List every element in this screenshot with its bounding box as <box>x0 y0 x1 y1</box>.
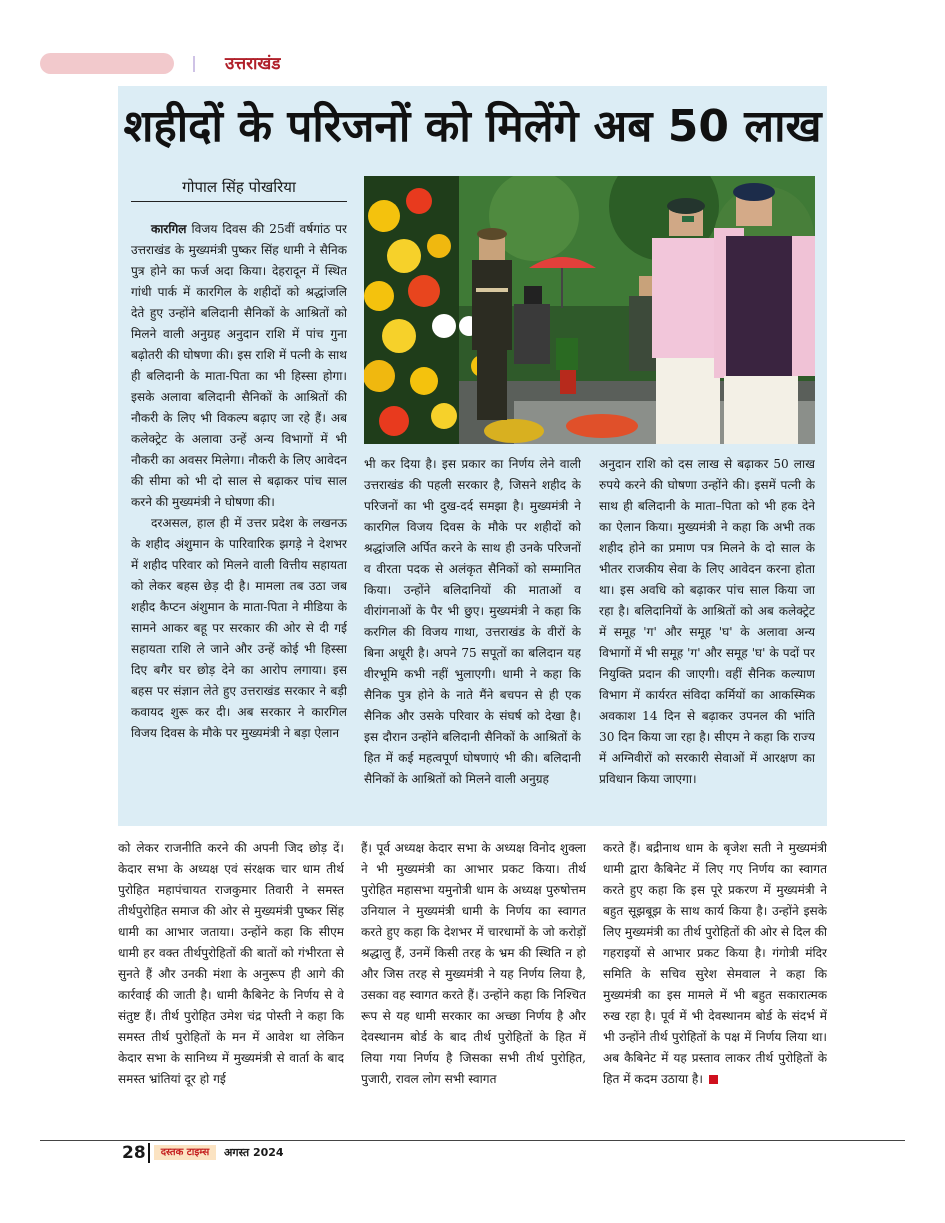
section-pill-decoration <box>40 53 174 74</box>
bottom-column-3-text: करते हैं। बद्रीनाथ धाम के बृजेश सती ने मुख्यमंत्री धामी द्वारा कैबिनेट में लिए गए निर्णय का स्वागत करते हुए कहा कि इस पूरे प्रकरण में मुख्यमंत्री ने बहुत सूझबूझ के साथ कार्य किया है। उन्होंने इसके लिए मुख्यमंत्री का तीर्थ पुरोहितों की ओर से दिल की गहराइयों से आभार प्रकट किया है। गंगोत्री मंदिर समिति के सचिव सुरेश सेमवाल ने कहा कि मुख्यमंत्री का इस मामले में भी बहुत सकारात्मक रुख रहा है। पूर्व में भी देवस्थानम बोर्ड के संदर्भ में भी उन्होंने तीर्थ पुरोहितों के पक्ष में निर्णय लिया था। अब कैबिनेट में यह प्रस्ताव लाकर तीर्थ पुरोहितों के हित में कदम उठाया है। <box>603 841 827 1086</box>
paragraph-1 <box>131 219 347 513</box>
bottom-column-3 <box>603 838 827 1120</box>
article-column-2 <box>364 454 581 814</box>
bottom-column-3-paragraph <box>603 838 827 1090</box>
lead-word: कारगिल <box>151 222 187 236</box>
article-column-3 <box>599 454 815 814</box>
paragraph-1-text: विजय दिवस की 25वीं वर्षगांठ पर उत्तराखंड के मुख्यमंत्री पुष्कर सिंह धामी ने सैनिक पुत्र होने का फर्ज अदा किया। देहरादून में स्थित गांधी पार्क में कारगिल के शहीदों को श्रद्धांजलि देते हुए उन्होंने बलिदानी सैनिकों के आश्रितों को मिलने वाली अनुग्रह अनुदान राशि में पांच गुना बढ़ोतरी की घोषणा की। इस राशि में पत्नी के साथ ही बलिदानी के माता-पिता का भी हिस्सा होगा। इसके अलावा बलिदानी सैनिकों के आश्रितों की नौकरी के लिए भी विकल्प बढ़ाए जा रहे हैं। अब कलेक्ट्रेट के अलावा उन्हें अन्य विभागों में भी नौकरी का अवसर मिलेगा। नौकरी के लिए आवेदन की सीमा को भी दो साल से बढ़ाकर पांच साल करने की मुख्यमंत्री ने घोषणा की। <box>131 222 347 509</box>
section-label: उत्तराखंड <box>225 54 281 74</box>
byline: गोपाल सिंह पोखरिया <box>182 178 296 196</box>
paragraph-2: दरअसल, हाल ही में उत्तर प्रदेश के लखनऊ के शहीद अंशुमान के पारिवारिक झगड़े ने देशभर में शहीद परिवार को मिलने वाली वित्तीय सहायता को लेकर बहस छेड़ दी है। मामला तब उठा जब शहीद कैप्टन अंशुमान के माता-पिता ने मीडिया के सामने आकर बहू पर सरकार की ओर से दी गई सहायता राशि ले जाने और उन्हें कोई भी हिस्सा दिए बगैर घर छोड़ देने का आरोप लगाया। इस बहस पर संज्ञान लेते हुए उत्तराखंड सरकार ने बड़ी कवायद शुरू कर दी। अब सरकार ने कारगिल विजय दिवस के मौके पर मुख्यमंत्री ने बड़ा ऐलान <box>131 516 347 740</box>
page-number: 28 <box>122 1143 146 1163</box>
section-divider <box>193 56 195 72</box>
byline-rule <box>131 201 347 202</box>
issue-date: अगस्त 2024 <box>224 1146 284 1159</box>
bottom-column-1-text: को लेकर राजनीति करने की अपनी जिद छोड़ दें। केदार सभा के अध्यक्ष एवं संरक्षक चार धाम तीर्थ पुरोहित महापंचायत राजकुमार तिवारी ने समस्त तीर्थपुरोहित समाज की ओर से मुख्यमंत्री पुष्कर सिंह धामी का आभार जताया। उन्होंने कहा कि सीएम धामी हर वक्त तीर्थपुरोहितों की बातों को गंभीरता से सुनते हैं और उनकी मंशा के अनुरूप ही आगे की कार्रवाई की जाती है। धामी कैबिनेट के निर्णय से वे संतुष्ट हैं। तीर्थ पुरोहित उमेश चंद्र पोस्ती ने कहा कि समस्त तीर्थ पुरोहितों के मन में आवेश था लेकिन केदार सभा के सानिध्य में मुख्यमंत्री से वार्ता के बाद समस्त भ्रांतियां दूर हो गई <box>118 841 344 1086</box>
column-3-text: अनुदान राशि को दस लाख से बढ़ाकर 50 लाख रुपये करने की घोषणा उन्होंने की। इसमें पत्नी के साथ ही बलिदानी के माता–पिता को भी हक देने का ऐलान किया। मुख्यमंत्री ने कहा कि अभी तक शहीद होने का प्रमाण पत्र मिलने के दो साल के भीतर राजकीय सेवा के लिए आवेदन करना होता था। इस अवधि को बढ़ाकर पांच साल किया जा रहा है। बलिदानियों के आश्रितों को अब कलेक्ट्रेट में समूह 'ग' और समूह 'घ' के अलावा अन्य विभागों में भी समूह 'ग' और समूह 'घ' के पदों पर नियुक्ति प्रदान की जाएगी। वहीं सैनिक कल्याण विभाग में कार्यरत संविदा कर्मियों का आकस्मिक अवकाश 14 दिन से बढ़ाकर उपनल की भांति 30 दिन किया जा रहा है। सीएम ने कहा कि राज्य में अग्निवीरों को सरकारी सेवाओं में आरक्षण का प्रविधान किया जाएगा। <box>599 457 815 786</box>
column-2-text: भी कर दिया है। इस प्रकार का निर्णय लेने वाली उत्तराखंड की पहली सरकार है, जिसने शहीद के परिजनों का भी दुख-दर्द समझा है। मुख्यमंत्री ने कारगिल विजय दिवस के मौके पर शहीदों को श्रद्धांजलि अर्पित करने के साथ ही उनके परिजनों व वीरता पदक से अलंकृत सैनिकों को सम्मानित किया। उन्होंने बलिदानियों की माताओं व वीरांगनाओं के पैर भी छुए। मुख्यमंत्री ने कहा कि करगिल की विजय गाथा, उत्तराखंड के वीरों के बिना अधूरी है। अपने 75 सपूतों का बलिदान यह वीरभूमि कभी नहीं भुलाएगी। धामी ने कहा कि सैनिक पुत्र होने के नाते मैंने बचपन से ही एक सैनिक और उसके परिवार के संघर्ष को देखा है। इस दौरान उन्होंने बलिदानी सैनिकों के आश्रितों के हित में कई महत्वपूर्ण घोषणाएं भी की। बलिदानी सैनिकों के आश्रितों को मिलने वाली अनुग्रह <box>364 457 581 786</box>
headline: शहीदों के परिजनों को मिलेंगे अब 50 लाख <box>123 101 822 152</box>
article-column-1 <box>131 219 347 817</box>
bottom-column-2-text: हैं। पूर्व अध्यक्ष केदार सभा के अध्यक्ष विनोद शुक्ला ने भी मुख्यमंत्री का आभार प्रकट किया। तीर्थ पुरोहित महासभा यमुनोत्री धाम के अध्यक्ष पुरुषोत्तम उनियाल ने मुख्यमंत्री धामी के निर्णय का स्वागत करते हुए कहा कि देशभर में चारधामों के जो करोड़ों श्रद्धालु हैं, उनमें किसी तरह के भ्रम की स्थिति न हो और जिस तरह से मुख्यमंत्री ने यह निर्णय लिया है, उसका वह स्वागत करते हैं। उन्होंने कहा कि निश्चित रूप से यह धामी सरकार का अच्छा निर्णय है और देवस्थानम बोर्ड के बाद तीर्थ पुरोहितों के हित में लिया गया निर्णय है जिसका सभी तीर्थ पुरोहित, पुजारी, रावल लोग सभी स्वागत <box>361 841 586 1086</box>
footer-divider <box>148 1143 150 1163</box>
footer-rule <box>40 1140 905 1141</box>
bottom-column-2 <box>361 838 586 1120</box>
bottom-column-1 <box>118 838 344 1120</box>
photo-illustration <box>364 176 815 444</box>
event-photo <box>364 176 815 444</box>
end-of-article-mark <box>709 1075 718 1084</box>
magazine-logo: दस्तक टाइम्स <box>154 1145 216 1160</box>
